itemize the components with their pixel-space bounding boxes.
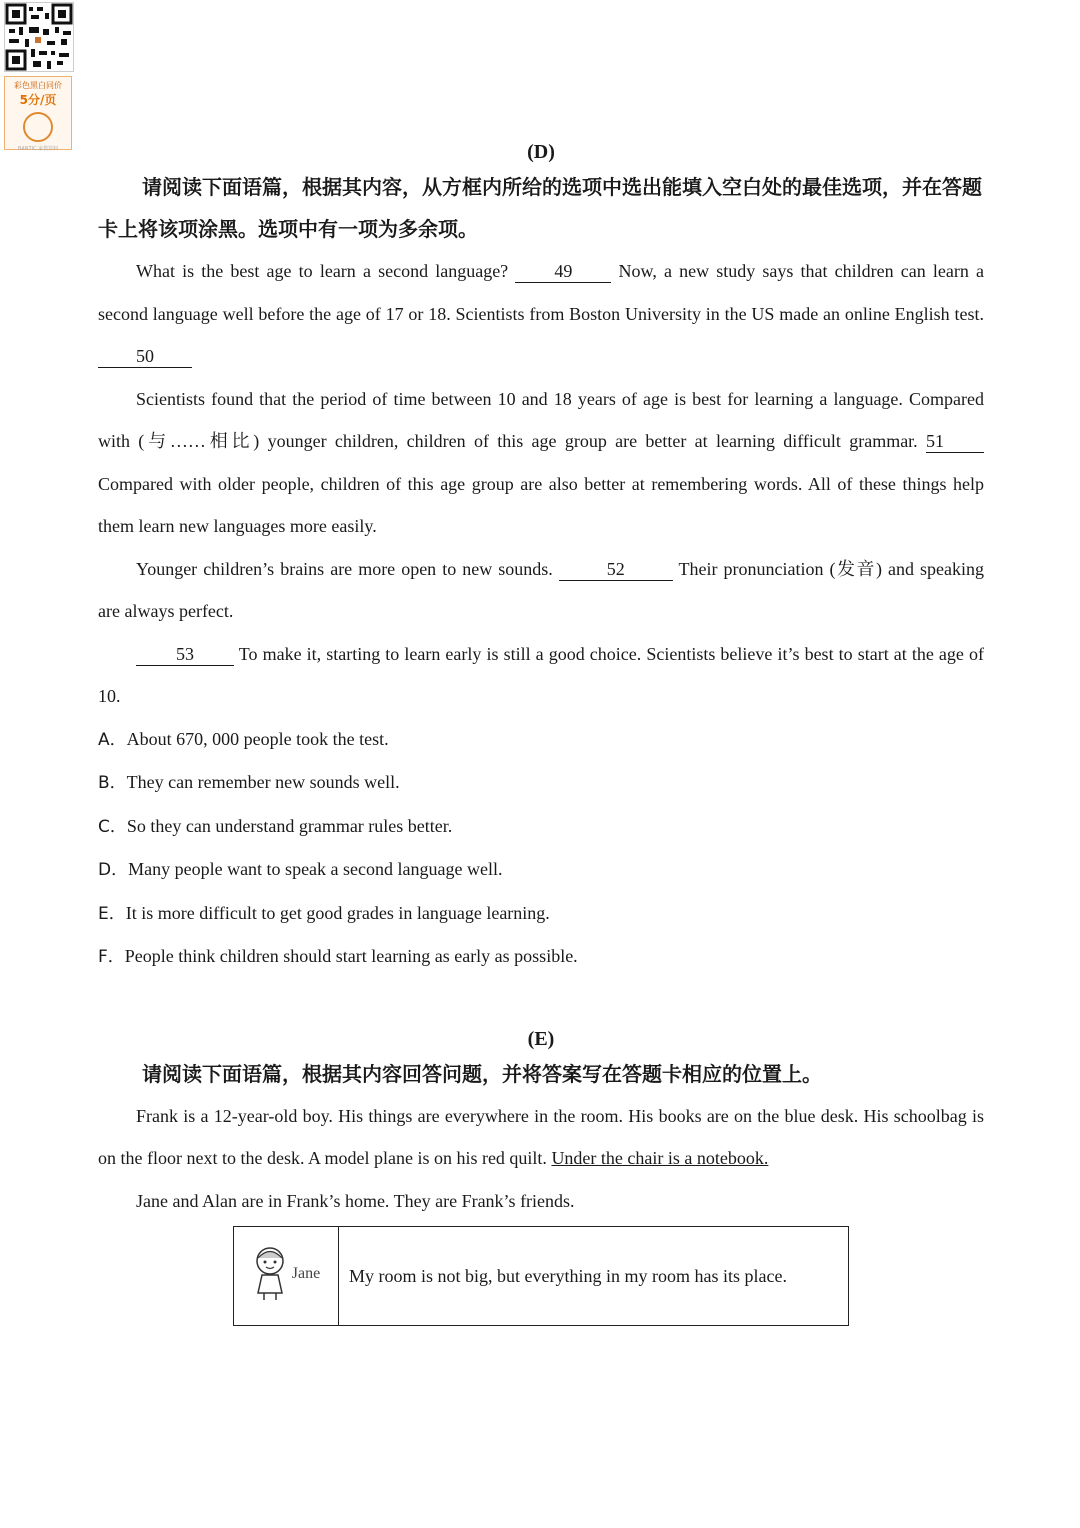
paragraph-2-text-a: Scientists found that the period of time between 10 and 18 years of age is best for learning a language. Compared with (与……相比) younger children, children of this age group are better at learning difficult grammar. (98, 388, 984, 451)
paragraph-2-text-b: Compared with older people, children of this age group are also better at remembering words. All of these things help them learn new languages more easily. (98, 473, 984, 536)
paragraph-3-text-a: Younger children’s brains are more open to new sounds. (136, 558, 553, 579)
qr-badge[interactable] (4, 2, 74, 152)
option-b[interactable] (98, 761, 984, 805)
section-d-label: (D) (527, 141, 555, 163)
avatar-cell (234, 1227, 339, 1326)
options-list (98, 718, 984, 979)
paragraph-1-text-a: What is the best age to learn a second language? (136, 261, 509, 281)
paragraph-e2: Jane and Alan are in Frank’s home. They are Frank’s friends. (136, 1190, 575, 1211)
paragraph-e1 (98, 1095, 984, 1180)
option-text: So they can understand grammar rules better. (126, 815, 453, 836)
quote-text: My room is not big, but everything in my room has its place. (339, 1227, 849, 1326)
price-title: 彩色黑白同价 (14, 81, 62, 90)
option-text: Many people want to speak a second language well. (128, 859, 503, 879)
avatar (252, 1245, 320, 1303)
paragraph-e1-text: Frank is a 12-year-old boy. His things are everywhere in the room. His books are on the blue desk. His schoolbag is on the floor next to the desk. A model plane is on his red quilt. (98, 1105, 984, 1168)
section-gap (98, 979, 984, 1025)
price-card (4, 76, 72, 150)
speaker-name: Jane (291, 1264, 321, 1282)
paragraph-3 (98, 548, 984, 633)
option-text: People think children should start learning as early as possible. (124, 946, 578, 966)
option-letter: B． (98, 773, 127, 793)
option-letter: F． (98, 947, 125, 967)
option-d[interactable] (98, 848, 984, 892)
option-letter: C． (98, 816, 127, 837)
blank-50[interactable]: 50 (98, 345, 192, 368)
option-letter: E． (98, 903, 126, 924)
blank-51[interactable]: 51 (926, 430, 984, 453)
option-text: They can remember new sounds well. (126, 772, 400, 792)
girl-avatar-icon (252, 1245, 288, 1303)
option-letter: A． (98, 729, 127, 750)
option-text: It is more difficult to get good grades in language learning. (125, 902, 550, 923)
paragraph-2 (98, 378, 984, 548)
paragraph-4 (98, 633, 984, 718)
section-e-label: (E) (527, 1027, 555, 1050)
blank-52[interactable]: 52 (559, 558, 673, 581)
option-text: About 670, 000 people took the test. (126, 728, 389, 749)
qr-code-icon[interactable] (4, 2, 74, 72)
section-e-instruction: 请阅读下面语篇，根据其内容回答问题，并将答案写在答题卡相应的位置上。 (142, 1061, 822, 1086)
price: 5分/页 (19, 93, 57, 107)
worksheet-page (98, 138, 984, 1326)
underlined-sentence: Under the chair is a notebook. (551, 1148, 769, 1168)
option-letter: D． (98, 860, 129, 880)
section-d-instruction: 请阅读下面语篇，根据其内容，从方框内所给的选项中选出能填入空白处的最佳选项，并在答题卡上将该项涂黑。选项中有一项为多余项。 (98, 175, 982, 241)
paragraph-3-text-b: Their pronunciation (发音) and speaking are always perfect. (98, 558, 985, 621)
quote-table (233, 1226, 849, 1326)
option-c[interactable] (98, 805, 984, 849)
paragraph-1 (98, 250, 984, 378)
option-a[interactable] (98, 718, 984, 762)
paragraph-4-text: To make it, starting to learn early is still a good choice. Scientists believe it’s best to start at the age of 10. (98, 643, 984, 706)
seal-icon (23, 112, 53, 142)
blank-49[interactable]: 49 (515, 260, 611, 283)
blank-53[interactable]: 53 (136, 643, 234, 666)
option-e[interactable] (98, 892, 984, 936)
option-f[interactable] (98, 935, 984, 979)
small-print: BANTIC 家教资料 (17, 146, 59, 152)
paragraph-1-text-b: Now, a new study says that children can learn a second language well before the age of 17 or 18. Scientists from Boston University in the US made an online English test. (98, 261, 985, 324)
